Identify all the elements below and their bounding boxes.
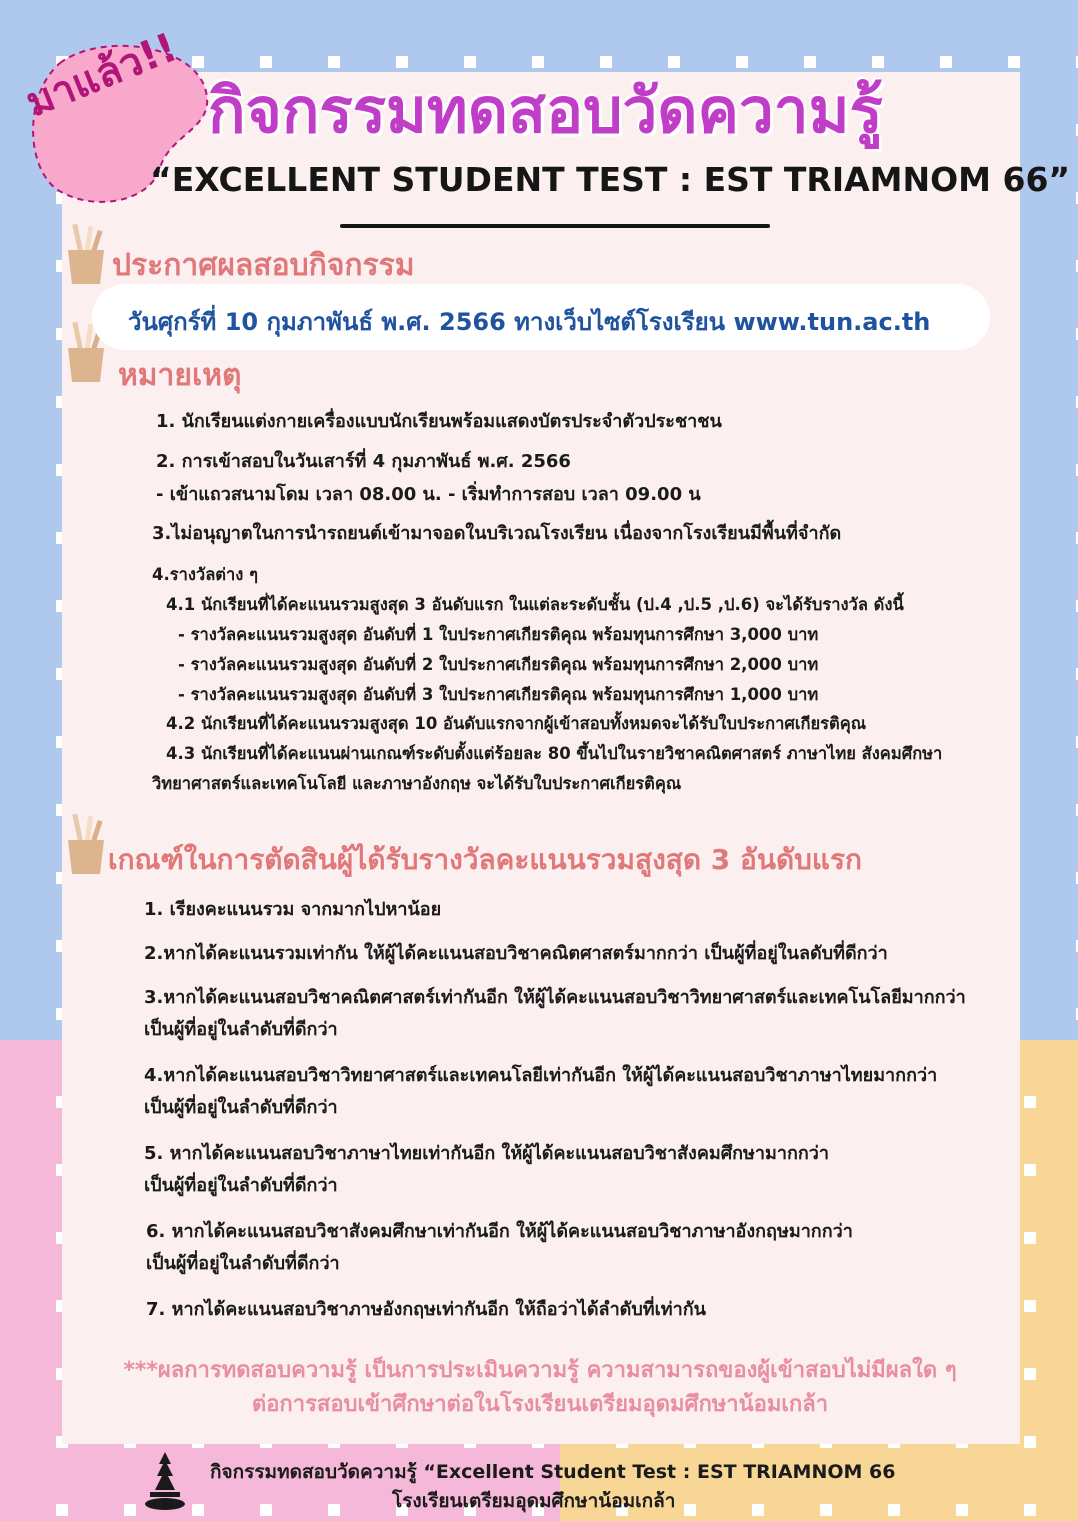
note-line: 4.รางวัลต่าง ๆ — [152, 565, 258, 584]
criteria-line: 6. หากได้คะแนนสอบวิชาสังคมศึกษาเท่ากันอีก ให้ผู้ได้คะแนนสอบวิชาภาษาอังกฤษมากกว่า — [146, 1221, 853, 1242]
pencil-cup-icon — [64, 812, 108, 876]
note-line: วิทยาศาสตร์และเทคโนโลยี และภาษาอังกฤษ จะได้รับใบประกาศเกียรติคุณ — [152, 774, 682, 793]
announcement-text: วันศุกร์ที่ 10 กุมภาพันธ์ พ.ศ. 2566 ทางเว็บไซต์โรงเรียน www.tun.ac.th — [128, 308, 931, 336]
criteria-line: 2.หากได้คะแนนรวมเท่ากัน ให้ผู้ได้คะแนนสอบวิชาคณิตศาสตร์มากกว่า เป็นผู้ที่อยู่ในลดับที่ดีกว่า — [144, 943, 888, 964]
school-emblem-icon — [140, 1450, 190, 1512]
footer-line: กิจกรรมทดสอบวัดความรู้ “Excellent Student Test : EST TRIAMNOM 66 — [210, 1461, 896, 1483]
footer-line: โรงเรียนเตรียมอุดมศึกษาน้อมเกล้า — [392, 1490, 676, 1512]
note-line: 3.ไม่อนุญาตในการนำรถยนต์เข้ามาจอดในบริเวณโรงเรียน เนื่องจากโรงเรียนมีพื้นที่จำกัด — [152, 523, 842, 544]
disclaimer-line: ต่อการสอบเข้าศึกษาต่อในโรงเรียนเตรียมอุดมศึกษาน้อมเกล้า — [251, 1392, 829, 1417]
criteria-line: เป็นผู้ที่อยู่ในลำดับที่ดีกว่า — [144, 1097, 338, 1118]
note-line: - รางวัลคะแนนรวมสูงสุด อันดับที่ 1 ใบประกาศเกียรติคุณ พร้อมทุนการศึกษา 3,000 บาท — [178, 625, 819, 644]
page-title: กิจกรรมทดสอบวัดความรู้ — [208, 74, 883, 147]
criteria-line: 5. หากได้คะแนนสอบวิชาภาษาไทยเท่ากันอีก ให้ผู้ได้คะแนนสอบวิชาสังคมศึกษามากกว่า — [144, 1143, 830, 1164]
pencil-cup-icon — [64, 222, 108, 286]
note-line: 4.2 นักเรียนที่ได้คะแนนรวมสูงสุด 10 อันดับแรกจากผู้เข้าสอบทั้งหมดจะได้รับใบประกาศเกียรติคุณ — [166, 714, 867, 733]
criteria-line: เป็นผู้ที่อยู่ในลำดับที่ดีกว่า — [144, 1019, 338, 1040]
page-subtitle: “EXCELLENT STUDENT TEST : EST TRIAMNOM 66” — [150, 160, 1071, 199]
announcement-heading: ประกาศผลสอบกิจกรรม — [112, 248, 415, 283]
badge-text: มาแล้ว!! — [19, 24, 184, 127]
criteria-line: เป็นผู้ที่อยู่ในลำดับที่ดีกว่า — [144, 1175, 338, 1196]
criteria-line: 7. หากได้คะแนนสอบวิชาภาษอังกฤษเท่ากันอีก ให้ถือว่าได้ลำดับที่เท่ากัน — [146, 1299, 706, 1320]
disclaimer-line: ***ผลการทดสอบความรู้ เป็นการประเมินความรู้ ความสามารถของผู้เข้าสอบไม่มีผลใด ๆ — [123, 1358, 957, 1383]
criteria-line: เป็นผู้ที่อยู่ในลำดับที่ดีกว่า — [146, 1253, 340, 1274]
criteria-line: 3.หากได้คะแนนสอบวิชาคณิตศาสตร์เท่ากันอีก ให้ผู้ได้คะแนนสอบวิชาวิทยาศาสตร์และเทคโนโลยีมากกว่า — [144, 987, 966, 1008]
note-line: - รางวัลคะแนนรวมสูงสุด อันดับที่ 2 ใบประกาศเกียรติคุณ พร้อมทุนการศึกษา 2,000 บาท — [178, 655, 819, 674]
note-line: 2. การเข้าสอบในวันเสาร์ที่ 4 กุมภาพันธ์ พ.ศ. 2566 — [156, 451, 571, 472]
notes-heading: หมายเหตุ — [118, 358, 242, 393]
note-line: 4.3 นักเรียนที่ได้คะแนนผ่านเกณฑ์ระดับตั้งแต่ร้อยละ 80 ขึ้นไปในรายวิชาคณิตศาสตร์ ภาษาไทย สังคมศึกษา — [166, 744, 943, 763]
note-line: 4.1 นักเรียนที่ได้คะแนนรวมสูงสุด 3 อันดับแรก ในแต่ละระดับชั้น (ป.4 ,ป.5 ,ป.6) จะได้รับรางวัล ดังนี้ — [166, 595, 904, 614]
title-divider — [340, 224, 770, 228]
criteria-heading: เกณฑ์ในการตัดสินผู้ได้รับรางวัลคะแนนรวมสูงสุด 3 อันดับแรก — [108, 843, 862, 876]
note-line: 1. นักเรียนแต่งกายเครื่องแบบนักเรียนพร้อมแสดงบัตรประจำตัวประชาชน — [156, 411, 722, 432]
criteria-line: 1. เรียงคะแนนรวม จากมากไปหาน้อย — [144, 899, 442, 920]
criteria-line: 4.หากได้คะแนนสอบวิชาวิทยาศาสตร์และเทคนโลยีเท่ากันอีก ให้ผู้ได้คะแนนสอบวิชาภาษาไทยมากกว่า — [144, 1065, 938, 1086]
note-line: - รางวัลคะแนนรวมสูงสุด อันดับที่ 3 ใบประกาศเกียรติคุณ พร้อมทุนการศึกษา 1,000 บาท — [178, 685, 819, 704]
note-line: - เข้าแถวสนามโดม เวลา 08.00 น. - เริ่มทำการสอบ เวลา 09.00 น — [156, 484, 701, 505]
